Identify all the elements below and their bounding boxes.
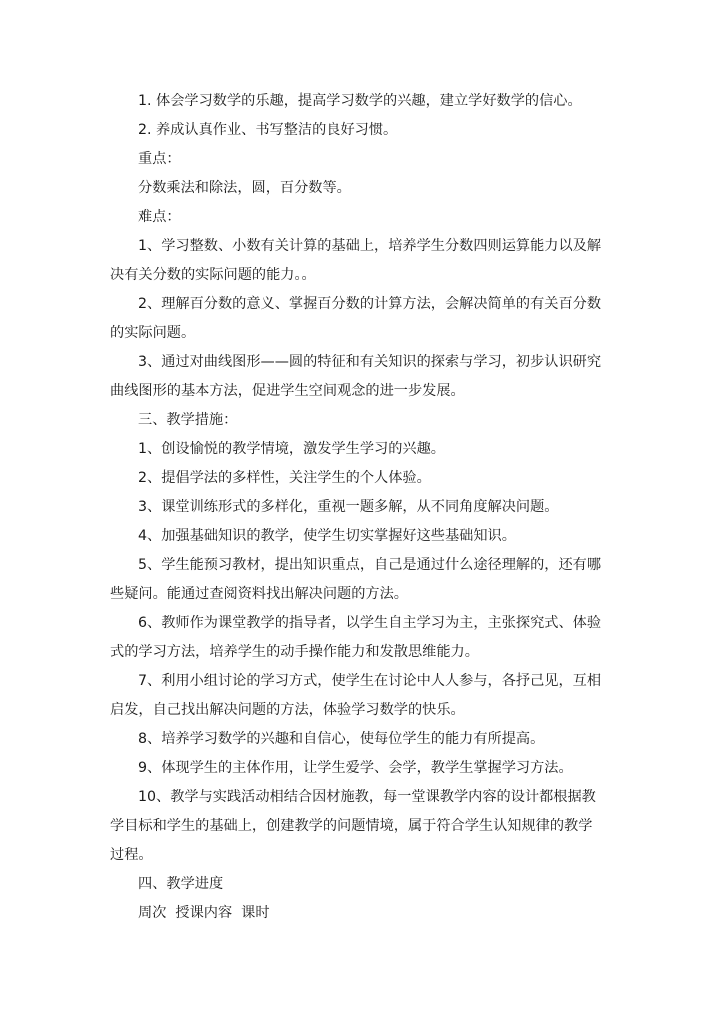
difficulty-3-line-2: 曲线图形的基本方法，促进学生空间观念的进一步发展。 <box>110 383 465 399</box>
measure-9: 9、体现学生的主体作用，让学生爱学、会学，教学生掌握学习方法。 <box>138 760 573 776</box>
goal-line-1: 1. 体会学习数学的乐趣，提高学习数学的兴趣，建立学好数学的信心。 <box>138 93 582 109</box>
difficulty-2-line-1: 2、理解百分数的意义、掌握百分数的计算方法，会解决简单的有关百分数 <box>138 296 602 312</box>
measure-10-line-3: 过程。 <box>110 847 153 863</box>
measure-6-line-1: 6、教师作为课堂教学的指导者，以学生自主学习为主，主张探究式、体验 <box>138 615 602 631</box>
measure-7-line-1: 7、利用小组讨论的学习方式，使学生在讨论中人人参与，各抒己见，互相 <box>138 673 602 689</box>
difficulty-3-line-1: 3、通过对曲线图形——圆的特征和有关知识的探索与学习，初步认识研究 <box>138 354 602 370</box>
measure-6-line-2: 式的学习方法，培养学生的动手操作能力和发散思维能力。 <box>110 644 479 660</box>
measure-3: 3、课堂训练形式的多样化，重视一题多解，从不同角度解决问题。 <box>138 499 559 515</box>
measure-2: 2、提倡学法的多样性，关注学生的个人体验。 <box>138 470 431 486</box>
schedule-table-header: 周次 授课内容 课时 <box>138 905 270 921</box>
measure-10-line-2: 学目标和学生的基础上，创建教学的问题情境，属于符合学生认知规律的教学 <box>110 818 593 834</box>
measure-4: 4、加强基础知识的教学，使学生切实掌握好这些基础知识。 <box>138 528 516 544</box>
measures-heading: 三、教学措施： <box>138 412 238 428</box>
key-points-heading: 重点： <box>138 151 181 167</box>
schedule-heading: 四、教学进度 <box>138 876 224 892</box>
measure-5-line-2: 些疑问。能通过查阅资料找出解决问题的方法。 <box>110 586 408 602</box>
difficulty-2-line-2: 的实际问题。 <box>110 325 196 341</box>
measure-5-line-1: 5、学生能预习教材，提出知识重点，自己是通过什么途径理解的，还有哪 <box>138 557 602 573</box>
measure-1: 1、创设愉悦的教学情境，激发学生学习的兴趣。 <box>138 441 445 457</box>
difficulties-heading: 难点： <box>138 209 181 225</box>
difficulty-1-line-2: 决有关分数的实际问题的能力。。 <box>110 267 316 283</box>
key-points-text: 分数乘法和除法，圆，百分数等。 <box>138 180 351 196</box>
measure-7-line-2: 启发，自己找出解决问题的方法，体验学习数学的快乐。 <box>110 702 465 718</box>
difficulty-1-line-1: 1、学习整数、小数有关计算的基础上，培养学生分数四则运算能力以及解 <box>138 238 602 254</box>
measure-8: 8、培养学习数学的兴趣和自信心，使每位学生的能力有所提高。 <box>138 731 545 747</box>
goal-line-2: 2. 养成认真作业、书写整洁的良好习惯。 <box>138 122 398 138</box>
measure-10-line-1: 10、教学与实践活动相结合因材施教，每一堂课教学内容的设计都根据教 <box>138 789 596 805</box>
